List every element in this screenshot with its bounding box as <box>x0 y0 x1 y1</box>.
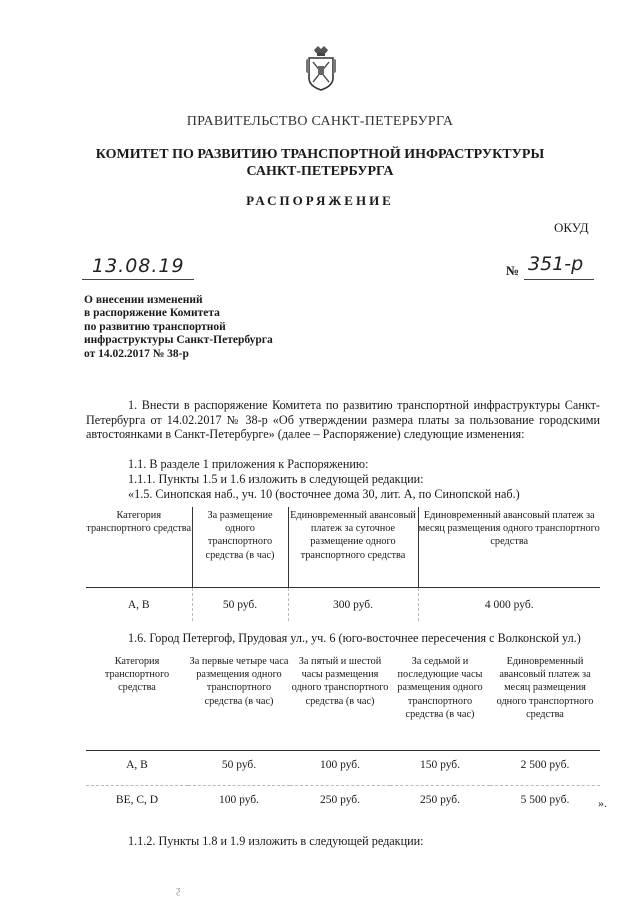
government-title: ПРАВИТЕЛЬСТВО САНКТ-ПЕТЕРБУРГА <box>186 114 454 129</box>
table-cell: 250 руб. <box>319 794 361 806</box>
date-underline <box>82 279 194 280</box>
okud-label: ОКУД <box>554 220 589 235</box>
document-type: РАСПОРЯЖЕНИЕ <box>246 193 394 208</box>
table-cell: 2 500 руб. <box>490 751 600 786</box>
subject-block <box>84 294 324 361</box>
subject-line: по развитию транспортной <box>84 320 226 333</box>
subject-line: от 14.02.2017 № 38-р <box>84 347 189 360</box>
coat-of-arms-emblem <box>304 44 338 94</box>
table-cell: А, В <box>86 751 188 786</box>
table-cell: А, В <box>127 599 150 611</box>
table-cell: 50 руб. <box>188 751 290 786</box>
tariff-table-1-6 <box>86 655 600 820</box>
table-header-cell: За седьмой и последующие часы размещения одного транспортного средства (в час) <box>390 655 490 751</box>
table-cell: 300 руб. <box>288 588 418 622</box>
table-header-cell: За пятый и шестой часы размещения одного транспортного средства (в час) <box>290 655 390 751</box>
subject-line: инфраструктуры Санкт-Петербурга <box>84 334 273 347</box>
table-cell: 100 руб. <box>290 751 390 786</box>
table-header-row <box>86 507 600 588</box>
number-underline <box>524 279 594 280</box>
item-1-5-title: «1.5. Синопская наб., уч. 10 (восточнее дома 30, лит. А, по Синопской наб.) <box>128 487 520 501</box>
paragraph-1: 1. Внести в распоряжение Комитета по развитию транспортной инфраструктуры Санкт-Петербурга от 14.02.2017 № 38-р «Об утверждении размера платы за пользование городскими автостоянками в Санкт-Петербурге» (далее – Распоряжение) следующие изменения: <box>86 398 600 442</box>
paragraph-1-1: 1.1. В разделе 1 приложения к Распоряжению: <box>128 457 369 471</box>
table-cell: ВЕ, С, D <box>115 794 159 806</box>
closing-quote: ». <box>598 796 607 810</box>
table-header-row <box>86 655 600 751</box>
table-cell: 5 500 руб. <box>520 794 570 806</box>
table-header-cell: За первые четыре часа размещения одного транспортного средства (в час) <box>188 655 290 751</box>
table-header-cell: Единовременный авансовый платеж за месяц размещения одного транспортного средства <box>418 507 600 588</box>
table-header-cell: Единовременный авансовый платеж за месяц размещения одного транспортного средства <box>490 655 600 751</box>
tariff-table-1-5 <box>86 507 600 621</box>
table-header-cell: Категория транспортного средства <box>86 655 188 751</box>
committee-title <box>90 146 550 180</box>
table-cell: 150 руб. <box>390 751 490 786</box>
paragraph-1-1-2: 1.1.2. Пункты 1.8 и 1.9 изложить в следующей редакции: <box>128 834 424 848</box>
table-cell: 4 000 руб. <box>418 588 600 622</box>
document-number: 351-р <box>528 253 584 275</box>
margin-mark: ƺ <box>176 885 181 896</box>
table-cell: 50 руб. <box>192 588 288 622</box>
table-cell: 250 руб. <box>419 794 461 806</box>
table-cell: 100 руб. <box>218 794 260 806</box>
paragraph-1-1-1: 1.1.1. Пункты 1.5 и 1.6 изложить в следующей редакции: <box>128 472 424 486</box>
document-date: 13.08.19 <box>92 255 185 277</box>
subject-line: О внесении изменений <box>84 294 203 306</box>
committee-title-line1: КОМИТЕТ ПО РАЗВИТИЮ ТРАНСПОРТНОЙ ИНФРАСТРУКТУРЫ <box>95 147 545 162</box>
table-header-cell: За размещение одного транспортного средства (в час) <box>192 507 288 588</box>
table-row <box>86 786 600 821</box>
table-row <box>86 751 600 786</box>
table-header-cell: Единовременный авансовый платеж за суточное размещение одного транспортного средства <box>288 507 418 588</box>
subject-line: в распоряжение Комитета <box>84 307 220 320</box>
committee-title-line2: САНКТ-ПЕТЕРБУРГА <box>246 164 394 179</box>
table-header-cell: Категория транспортного средства <box>86 507 192 588</box>
number-sign: № <box>506 263 520 278</box>
table-row <box>86 588 600 622</box>
item-1-6-title: 1.6. Город Петергоф, Прудовая ул., уч. 6 (юго-восточнее пересечения с Волконской ул.) <box>128 631 581 645</box>
